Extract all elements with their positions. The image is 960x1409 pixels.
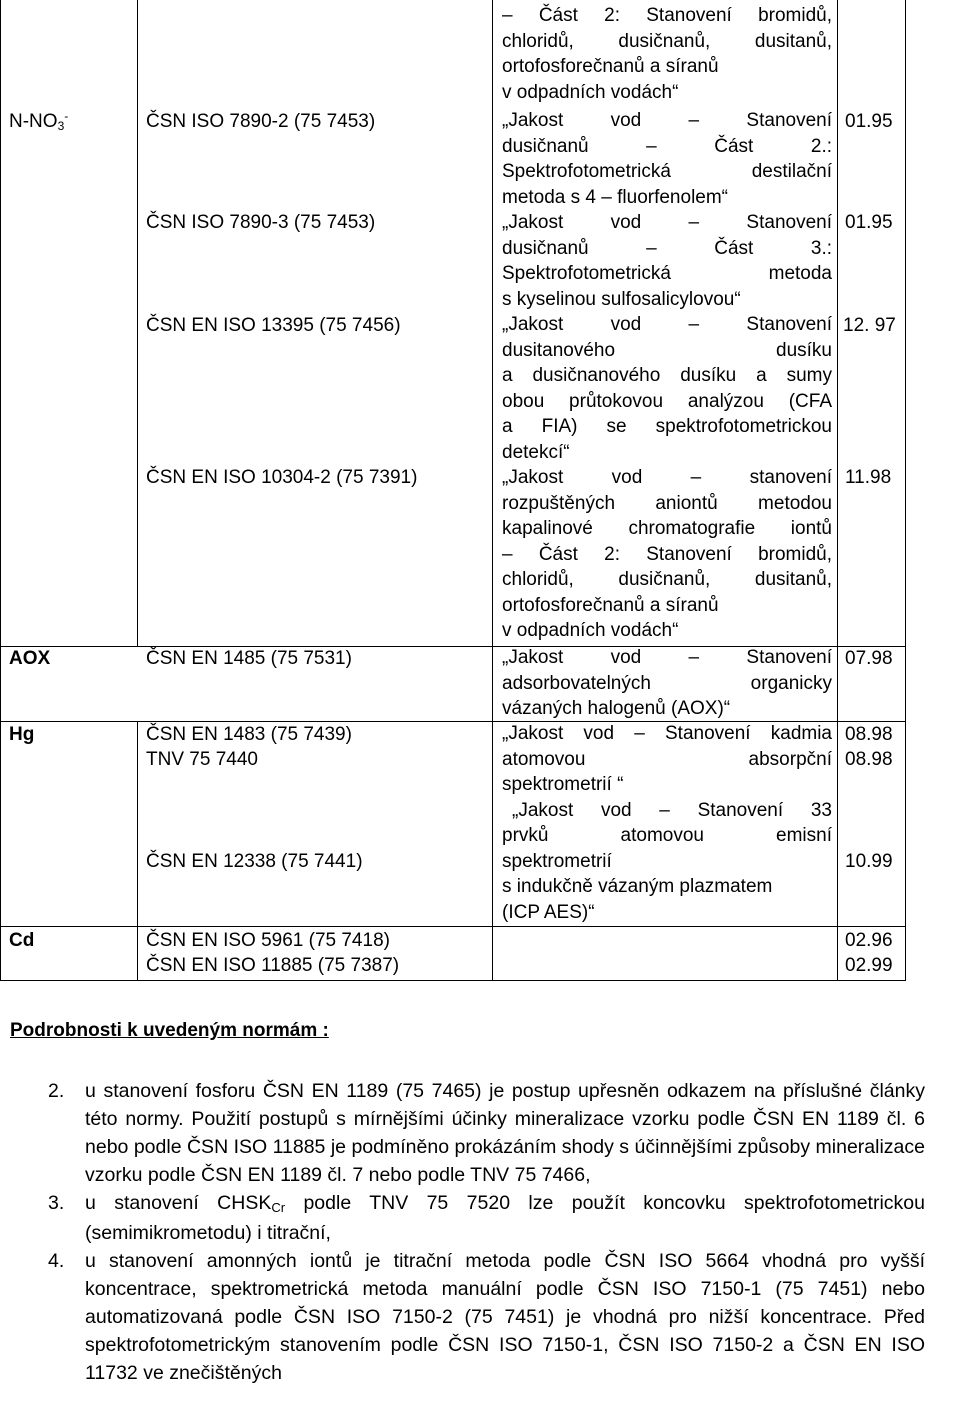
- norm-date: 01.95: [845, 212, 893, 233]
- description-line: Spektrofotometrická destilační: [502, 161, 832, 182]
- description-line: dusičnanů – Část 2.:: [502, 135, 832, 157]
- description-line: prvků atomovou emisní: [502, 825, 832, 846]
- norm-date: 11.98: [845, 467, 892, 488]
- norm-code: TNV 75 7440: [146, 749, 258, 770]
- norm-date: 08.98: [845, 749, 893, 770]
- note-text: u stanovení amonných iontů je titrační metoda podle ČSN ISO 5664 vhodná pro vyšší koncentrace, spektrometrická metoda manuální podle ČSN ISO 7150-1 (75 7451) nebo automatizovaná podle ČSN ISO 7150-2 (75 7451) je vhodná pro nižší koncentrace. Před spektrofotometrickým stanovením podle ČSN ISO 7150-1, ČSN ISO 7150-2 a ČSN EN ISO 11732 ve znečištěných: [85, 1250, 925, 1384]
- note-number: 4.: [48, 1250, 65, 1272]
- table-border-bottom: [0, 980, 906, 981]
- table-column-divider-1: [137, 0, 138, 646]
- description-line: a dusičnanového dusíku a sumy: [502, 365, 832, 386]
- description-line: „Jakost vod – Stanovení: [502, 212, 832, 233]
- description-line: – Část 2: Stanovení bromidů,: [502, 543, 832, 565]
- description-line: dusitanového dusíku: [502, 339, 832, 361]
- description-line: „Jakost vod – Stanovení 33: [512, 799, 832, 821]
- description-line: metoda s 4 – fluorfenolem“: [502, 186, 729, 208]
- continued-description: [502, 3, 832, 105]
- table-border-left: [0, 0, 1, 981]
- description-line: chloridů, dusičnanů, dusitanů,: [502, 30, 832, 52]
- norm-description: [502, 465, 832, 644]
- norm-code: ČSN EN ISO 10304-2 (75 7391): [146, 467, 418, 488]
- norm-code: ČSN ISO 7890-2 (75 7453): [146, 111, 376, 132]
- description-line: „Jakost vod – Stanovení: [502, 647, 832, 668]
- norm-code: ČSN EN 1483 (75 7439): [146, 724, 352, 745]
- table-column-divider-3: [837, 0, 838, 981]
- norm-code: ČSN EN ISO 13395 (75 7456): [146, 315, 401, 336]
- description-line: ortofosforečnanů a síranů: [502, 56, 719, 77]
- description-line: v odpadních vodách“: [502, 620, 679, 641]
- table-border-right: [905, 0, 906, 981]
- description-line: vázaných halogenů (AOX)“: [502, 698, 731, 719]
- description-line: „Jakost vod – Stanovení kadmia: [502, 723, 832, 744]
- description-line: kapalinové chromatografie iontů: [502, 518, 832, 539]
- norm-code: ČSN EN ISO 5961 (75 7418): [146, 930, 390, 951]
- description-line: spektrometrií “: [502, 774, 624, 795]
- norm-description: [502, 312, 832, 465]
- description-line: dusičnanů – Část 3.:: [502, 237, 832, 259]
- norm-date: 08.98: [845, 724, 893, 745]
- description-line: s indukčně vázaným plazmatem: [502, 876, 773, 897]
- note-number: 2.: [48, 1080, 65, 1102]
- note-text: u stanovení CHSKCr podle TNV 75 7520 lze použít koncovku spektrofotometrickou (semimikrometodu) i titrační,: [85, 1192, 925, 1244]
- description-line: s kyselinou sulfosalicylovou“: [502, 288, 741, 310]
- norm-code: ČSN EN ISO 11885 (75 7387): [146, 955, 400, 976]
- norm-date: 10.99: [845, 851, 893, 872]
- note-item: [48, 1247, 925, 1387]
- description-line: v odpadních vodách“: [502, 81, 679, 103]
- details-notes: [48, 1077, 925, 1387]
- description-line: spektrometrií: [502, 850, 612, 872]
- parameter-n-no3: N-NO3-: [9, 109, 69, 133]
- description-line: „Jakost vod – Stanovení: [502, 110, 832, 131]
- norm-description: [502, 210, 832, 312]
- description-line: „Jakost vod – stanovení: [502, 467, 832, 488]
- note-number: 3.: [48, 1192, 65, 1214]
- table-column-divider-1-lower: [137, 722, 138, 981]
- description-line: adsorbovatelných organicky: [502, 672, 832, 694]
- details-heading: Podrobnosti k uvedeným normám :: [10, 1020, 329, 1041]
- norm-description: [502, 645, 832, 722]
- parameter-hg: Hg: [9, 724, 35, 745]
- norm-date: 02.96: [845, 930, 893, 951]
- description-line: rozpuštěných aniontů metodou: [502, 492, 832, 514]
- norm-code: ČSN EN 12338 (75 7441): [146, 851, 363, 872]
- description-line: – Část 2: Stanovení bromidů,: [502, 5, 832, 26]
- norm-description: [502, 721, 832, 925]
- norm-date: 01.95: [845, 111, 893, 132]
- parameter-cd: Cd: [9, 930, 35, 951]
- description-line: (ICP AES)“: [502, 901, 595, 923]
- note-item: [48, 1189, 925, 1247]
- description-line: Spektrofotometrická metoda: [502, 263, 832, 284]
- table-row-divider-cd: [0, 926, 906, 927]
- norm-description: [502, 108, 832, 210]
- table-column-divider-2: [492, 0, 493, 981]
- note-text: u stanovení fosforu ČSN EN 1189 (75 7465) je postup upřesněn odkazem na příslušné články této normy. Použití postupů s mírnějšími účinky mineralizace vzorku podle ČSN EN 1189 čl. 6 nebo podle ČSN ISO 11885 je podmíněno prokázáním shody s účinnějšími způsoby mineralizace vzorku podle ČSN EN 1189 čl. 7 nebo podle TNV 75 7466,: [85, 1080, 925, 1186]
- norm-date: 02.99: [845, 955, 893, 976]
- description-line: ortofosforečnanů a síranů: [502, 594, 719, 616]
- description-line: detekcí“: [502, 441, 570, 463]
- norm-date: 12. 97: [843, 315, 896, 336]
- parameter-aox: AOX: [9, 648, 51, 669]
- description-line: chloridů, dusičnanů, dusitanů,: [502, 569, 832, 590]
- description-line: „Jakost vod – Stanovení: [502, 314, 832, 335]
- norm-date: 07.98: [845, 648, 893, 669]
- note-item: [48, 1077, 925, 1189]
- description-line: a FIA) se spektrofotometrickou: [502, 416, 832, 437]
- description-line: obou průtokovou analýzou (CFA: [502, 390, 832, 412]
- description-line: atomovou absorpční: [502, 748, 832, 770]
- norm-code: ČSN ISO 7890-3 (75 7453): [146, 212, 376, 233]
- norm-code: ČSN EN 1485 (75 7531): [146, 648, 352, 669]
